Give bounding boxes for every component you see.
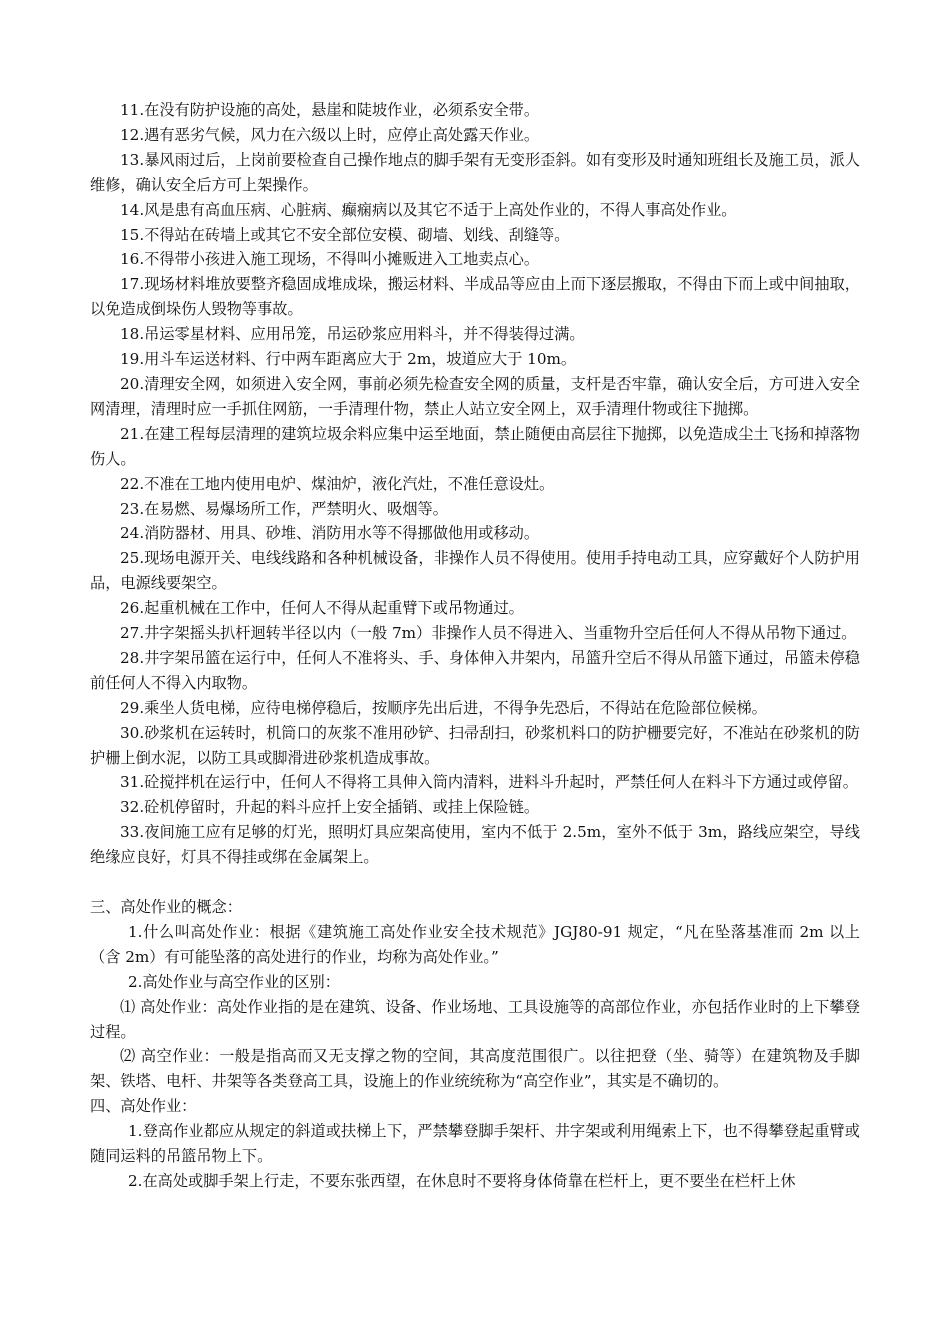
rule-16: 16.不得带小孩进入施工现场，不得叫小摊贩进入工地卖点心。 bbox=[120, 250, 540, 269]
rule-27: 27.井字架摇头扒杆迴转半径以内（一般 7m）非操作人员不得进入、当重物升空后任何人不得从吊物下通过。 bbox=[120, 624, 857, 643]
section-4-item-2: 2.在高处或脚手架上行走，不要东张西望，在休息时不要将身体倚靠在栏杆上，更不要坐在栏杆上休 bbox=[128, 1171, 796, 1190]
rule-19: 19.用斗车运送材料、行中两车距离应大于 2m，坡道应大于 10m。 bbox=[120, 350, 577, 369]
paragraph-gap bbox=[90, 870, 860, 895]
rule-13: 13.暴风雨过后，上岗前要检查自己操作地点的脚手架有无变形歪斜。如有变形及时通知班组长及施工员，派人维修，确认安全后方可上架操作。 bbox=[90, 150, 860, 194]
rule-22: 22.不准在工地内使用电炉、煤油炉，液化汽灶，不准任意设灶。 bbox=[120, 474, 555, 493]
rule-32: 32.砼机停留时，升起的料斗应扦上安全插销、或挂上保险链。 bbox=[120, 798, 540, 817]
rule-15: 15.不得站在砖墙上或其它不安全部位安模、砌墙、划线、刮缝等。 bbox=[120, 225, 570, 244]
rule-24: 24.消防器材、用具、砂堆、消防用水等不得挪做他用或移动。 bbox=[120, 524, 540, 543]
section-3-sub-1: ⑴ 高处作业：高处作业指的是在建筑、设备、作业场地、工具设施等的高部位作业，亦包括作业时的上下攀登过程。 bbox=[90, 997, 860, 1041]
rule-31: 31.砼搅拌机在运行中，任何人不得将工具伸入筒内清料，进料斗升起时，严禁任何人在料斗下方通过或停留。 bbox=[120, 773, 858, 792]
rule-28: 28.井字架吊篮在运行中，任何人不准将头、手、身体伸入井架内，吊篮升空后不得从吊篮下通过，吊篮未停稳前任何人不得入内取物。 bbox=[90, 648, 860, 692]
rule-33: 33.夜间施工应有足够的灯光，照明灯具应架高使用，室内不低于 2.5m，室外不低于 3m，路线应架空，导线绝缘应良好，灯具不得挂或绑在金属架上。 bbox=[90, 823, 860, 867]
rule-25: 25.现场电源开关、电线线路和各种机械设备，非操作人员不得使用。使用手持电动工具，应穿戴好个人防护用品，电源线要架空。 bbox=[90, 549, 860, 593]
rule-14: 14.风是患有高血压病、心脏病、癫痫病以及其它不适于上高处作业的，不得人事高处作业。 bbox=[120, 200, 737, 219]
section-4-heading: 四、高处作业： bbox=[90, 1097, 197, 1116]
section-3-heading: 三、高处作业的概念： bbox=[90, 897, 242, 916]
rule-23: 23.在易燃、易爆场所工作，严禁明火、吸烟等。 bbox=[120, 499, 448, 518]
rule-29: 29.乘坐人货电梯，应待电梯停稳后，按顺序先出后进，不得争先恐后，不得站在危险部位候梯。 bbox=[120, 698, 767, 717]
section-3-sub-2: ⑵ 高空作业：一般是指高而又无支撑之物的空间，其高度范围很广。以往把登（坐、骑等）在建筑物及手脚架、铁塔、电杆、井架等各类登高工具，设施上的作业统统称为“高空作业”，其实是不确切的。 bbox=[90, 1047, 860, 1091]
rule-12: 12.遇有恶劣气候，风力在六级以上时，应停止高处露天作业。 bbox=[120, 125, 540, 144]
section-3-item-1: 1.什么叫高处作业：根据《建筑施工高处作业安全技术规范》JGJ80-91 规定，“凡在坠落基准而 2m 以上（含 2m）有可能坠落的高处进行的作业，均称为高处作业。” bbox=[90, 922, 860, 966]
rule-18: 18.吊运零星材料、应用吊笼，吊运砂浆应用料斗，并不得装得过满。 bbox=[120, 325, 585, 344]
rule-20: 20.清理安全网，如须进入安全网，事前必须先检查安全网的质量，支杆是否牢靠，确认安全后，方可进入安全网清理，清理时应一手抓住网筋，一手清理什物，禁止人站立安全网上，双手清理什物或往下抛掷。 bbox=[90, 374, 860, 418]
section-3-item-2: 2.高处作业与高空作业的区别： bbox=[128, 972, 340, 991]
rule-21: 21.在建工程每层清理的建筑垃圾余料应集中运至地面，禁止随便由高层往下抛掷，以免造成尘土飞扬和掉落物伤人。 bbox=[90, 424, 860, 468]
rule-26: 26.起重机械在工作中，任何人不得从起重臂下或吊物通过。 bbox=[120, 599, 524, 618]
rule-11: 11.在没有防护设施的高处，悬崖和陡坡作业，必须系安全带。 bbox=[120, 101, 540, 119]
rule-17: 17.现场材料堆放要整齐稳固成堆成垛，搬运材料、半成品等应由上而下逐层搬取，不得由下而上或中间抽取，以免造成倒垛伤人毁物等事故。 bbox=[90, 275, 860, 319]
section-4-item-1: 1.登高作业都应从规定的斜道或扶梯上下，严禁攀登脚手架杆、井字架或利用绳索上下，也不得攀登起重臂或随同运料的吊篮吊物上下。 bbox=[90, 1122, 860, 1166]
rule-30: 30.砂浆机在运转时，机筒口的灰浆不准用砂铲、扫帚刮扫，砂浆机料口的防护栅要完好，不准站在砂浆机的防护栅上倒水泥，以防工具或脚滑进砂浆机造成事故。 bbox=[90, 723, 860, 767]
